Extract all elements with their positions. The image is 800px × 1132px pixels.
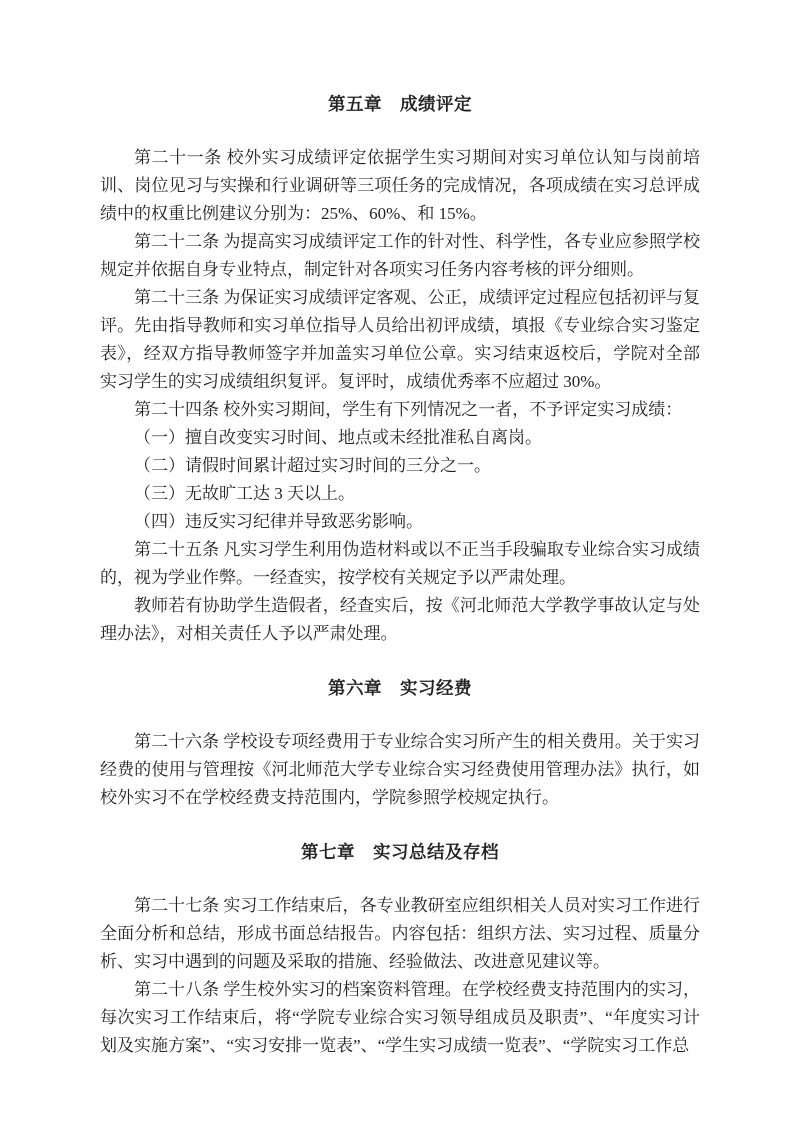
chapter-6-heading: 第六章 实习经费 — [328, 678, 472, 698]
article-24-paragraph: 第二十四条 校外实习期间，学生有下列情况之一者，不予评定实习成绩： — [134, 400, 683, 419]
chapter-7-heading: 第七章 实习总结及存档 — [301, 842, 499, 862]
article-25-paragraph: 第二十五条 凡实习学生利用伪造材料或以不正当手段骗取专业综合实习成绩的，视为学业作弊。一经查实，按学校有关规定予以严肃处理。 — [100, 540, 700, 587]
article-21-paragraph: 第二十一条 校外实习成绩评定依据学生实习期间对实习单位认知与岗前培训、岗位见习与实操和行业调研等三项任务的完成情况，各项成绩在实习总评成绩中的权重比例建议分别为：25%、60%、和 15%。 — [100, 148, 700, 223]
article-28-paragraph: 第二十八条 学生校外实习的档案资料管理。在学校经费支持范围内的实习，每次实习工作结束后，将“学院专业综合实习领导组成员及职责”、“年度实习计划及实施方案”、“实习安排一览表”、“学生实习成绩一览表”、“学院实习工作总 — [100, 980, 700, 1055]
article-24-item-1: （一）擅自改变实习时间、地点或未经批准私自离岗。 — [134, 428, 542, 447]
article-23-paragraph: 第二十三条 为保证实习成绩评定客观、公正，成绩评定过程应包括初评与复评。先由指导教师和实习单位指导人员给出初评成绩，填报《专业综合实习鉴定表》，经双方指导教师签字并加盖实习单位公章。实习结束返校后，学院对全部实习学生的实习成绩组织复评。复评时，成绩优秀率不应超过 30%。 — [100, 288, 700, 391]
article-25-teacher-paragraph: 教师若有协助学生造假者，经查实后，按《河北师范大学教学事故认定与处理办法》，对相关责任人予以严肃处理。 — [100, 596, 700, 643]
article-22-paragraph: 第二十二条 为提高实习成绩评定工作的针对性、科学性，各专业应参照学校规定并依据自身专业特点，制定针对各项实习任务内容考核的评分细则。 — [100, 232, 700, 279]
article-27-paragraph: 第二十七条 实习工作结束后，各专业教研室应组织相关人员对实习工作进行全面分析和总结，形成书面总结报告。内容包括：组织方法、实习过程、质量分析、实习中遇到的问题及采取的措施、经验做法、改进意见建议等。 — [100, 896, 700, 971]
article-24-item-2: （二）请假时间累计超过实习时间的三分之一。 — [134, 456, 491, 475]
article-26-paragraph: 第二十六条 学校设专项经费用于专业综合实习所产生的相关费用。关于实习经费的使用与管理按《河北师范大学专业综合实习经费使用管理办法》执行，如校外实习不在学校经费支持范围内，学院参照学校规定执行。 — [100, 732, 700, 807]
article-24-item-4: （四）违反实习纪律并导致恶劣影响。 — [134, 512, 423, 531]
chapter-5-heading: 第五章 成绩评定 — [328, 94, 472, 114]
article-24-item-3: （三）无故旷工达 3 天以上。 — [134, 484, 355, 503]
